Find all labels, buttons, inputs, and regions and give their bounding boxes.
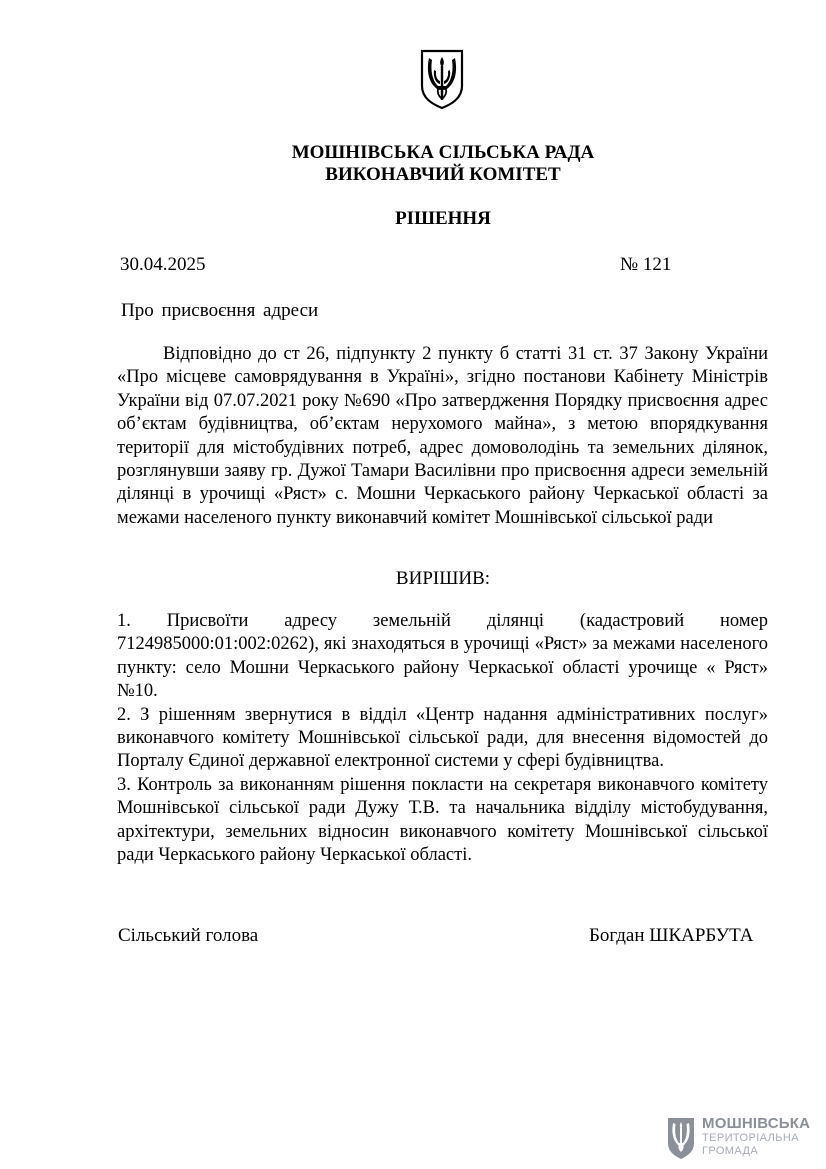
document-subject: Про присвоєння адреси: [121, 300, 319, 321]
coat-of-arms-trident-icon: [418, 48, 466, 110]
decision-items: [117, 610, 768, 867]
document-number: № 121: [620, 254, 672, 275]
logo-text-line1: МОШНІВСЬКА: [702, 1115, 811, 1132]
signatory-name: Богдан ШКАРБУТА: [589, 925, 754, 946]
organization-body: ВИКОНАВЧИЙ КОМІТЕТ: [325, 164, 561, 185]
logo-text-line2: ТЕРИТОРІАЛЬНА: [702, 1132, 799, 1144]
logo-text-line3: ГРОМАДА: [702, 1145, 759, 1157]
signatory-position: Сільський голова: [118, 925, 259, 946]
decision-item: 1. Присвоїти адресу земельній ділянці (кадастровий номер 7124985000:01:002:0262), які знаходяться в урочищі «Ряст» за межами населеного пункту: село Мошни Черкаського району Черкаської області урочище « Ряст» №10.: [117, 611, 768, 702]
community-trident-logo-icon: [666, 1116, 696, 1160]
community-logo: [666, 1114, 816, 1164]
decided-heading: ВИРІШИВ:: [395, 568, 491, 589]
document-title: РІШЕННЯ: [395, 208, 491, 229]
document-date: 30.04.2025: [120, 254, 206, 275]
decision-item: 2. З рішенням звернутися в відділ «Центр надання адміністративних послуг» виконавчого комітету Мошнівської сільської ради, для внесення відомостей до Порталу Єдиної державної електронної системи у сфері будівництва.: [117, 704, 768, 772]
preamble-paragraph: Відповідно до ст 26, підпункту 2 пункту б статті 31 ст. 37 Закону України «Про місцеве самоврядування в Україні», згідно постанови Кабінету Міністрів України від 07.07.2021 року №690 «Про затвердження Порядку присвоєння адрес об’єктам будівництва, об’єктам нерухомого майна», з метою впорядкування території для містобудівних потреб, адрес домоволодінь та земельних ділянок, розглянувши заяву гр. Дужої Тамари Василівни про присвоєння адреси земельній ділянці в урочищі «Ряст» с. Мошни Черкаського району Черкаської області за межами населеного пункту виконавчий комітет Мошнівської сільської ради: [117, 344, 768, 528]
organization-name: МОШНІВСЬКА СІЛЬСЬКА РАДА: [291, 142, 595, 163]
decision-item: 3. Контроль за виконанням рішення покласти на секретаря виконавчого комітету Мошнівської сільської ради Дужу Т.В. та начальника відділу містобудування, архітектури, земельних відносин виконавчого комітету Мошнівської сільської ради Черкаського району Черкаської області.: [117, 774, 768, 866]
